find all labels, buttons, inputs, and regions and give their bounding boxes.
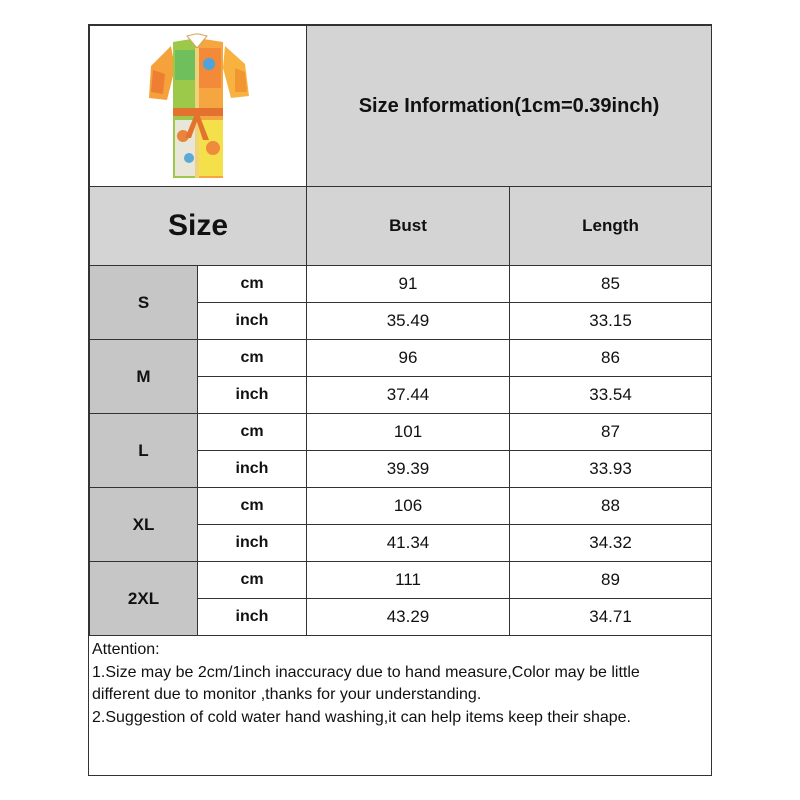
- cell-m-inch-bust: 37.44: [307, 377, 510, 414]
- cell-m-inch-length: 33.54: [510, 377, 712, 414]
- size-table: [89, 25, 712, 636]
- cell-m-cm-length: 86: [510, 340, 712, 377]
- column-header-length: Length: [510, 187, 712, 266]
- cell-l-inch-length: 33.93: [510, 451, 712, 488]
- cell-2xl-cm-length: 89: [510, 562, 712, 599]
- cell-s-cm-bust: 91: [307, 266, 510, 303]
- unit-label-inch: inch: [198, 525, 307, 562]
- cell-xl-cm-bust: 106: [307, 488, 510, 525]
- cell-xl-cm-length: 88: [510, 488, 712, 525]
- attention-notes: [89, 637, 711, 775]
- cell-l-inch-bust: 39.39: [307, 451, 510, 488]
- cell-m-cm-bust: 96: [307, 340, 510, 377]
- product-image: [137, 28, 259, 185]
- cell-xl-inch-length: 34.32: [510, 525, 712, 562]
- unit-label-cm: cm: [198, 562, 307, 599]
- cell-2xl-cm-bust: 111: [307, 562, 510, 599]
- unit-label-cm: cm: [198, 340, 307, 377]
- note-line-1b: different due to monitor ,thanks for your understanding.: [92, 686, 482, 703]
- size-label-l: L: [90, 414, 198, 488]
- cell-l-cm-bust: 101: [307, 414, 510, 451]
- size-label-s: S: [90, 266, 198, 340]
- size-label-2xl: 2XL: [90, 562, 198, 636]
- unit-label-inch: inch: [198, 303, 307, 340]
- unit-label-cm: cm: [198, 266, 307, 303]
- column-header-bust: Bust: [307, 187, 510, 266]
- note-line-2: 2.Suggestion of cold water hand washing,it can help items keep their shape.: [92, 708, 631, 726]
- cell-s-inch-bust: 35.49: [307, 303, 510, 340]
- product-image-cell: [90, 26, 307, 187]
- cell-xl-inch-bust: 41.34: [307, 525, 510, 562]
- cell-s-inch-length: 33.15: [510, 303, 712, 340]
- cell-l-cm-length: 87: [510, 414, 712, 451]
- unit-label-cm: cm: [198, 488, 307, 525]
- unit-label-inch: inch: [198, 451, 307, 488]
- cell-2xl-inch-bust: 43.29: [307, 599, 510, 636]
- size-chart: [88, 24, 712, 776]
- unit-label-inch: inch: [198, 377, 307, 414]
- cell-2xl-inch-length: 34.71: [510, 599, 712, 636]
- notes-heading: Attention:: [92, 641, 160, 658]
- unit-label-inch: inch: [198, 599, 307, 636]
- note-line-1a: 1.Size may be 2cm/1inch inaccuracy due to hand measure,Color may be little: [92, 663, 640, 681]
- size-label-xl: XL: [90, 488, 198, 562]
- cell-s-cm-length: 85: [510, 266, 712, 303]
- size-label-m: M: [90, 340, 198, 414]
- size-header: Size: [90, 187, 307, 266]
- page-title: Size Information(1cm=0.39inch): [307, 26, 712, 187]
- unit-label-cm: cm: [198, 414, 307, 451]
